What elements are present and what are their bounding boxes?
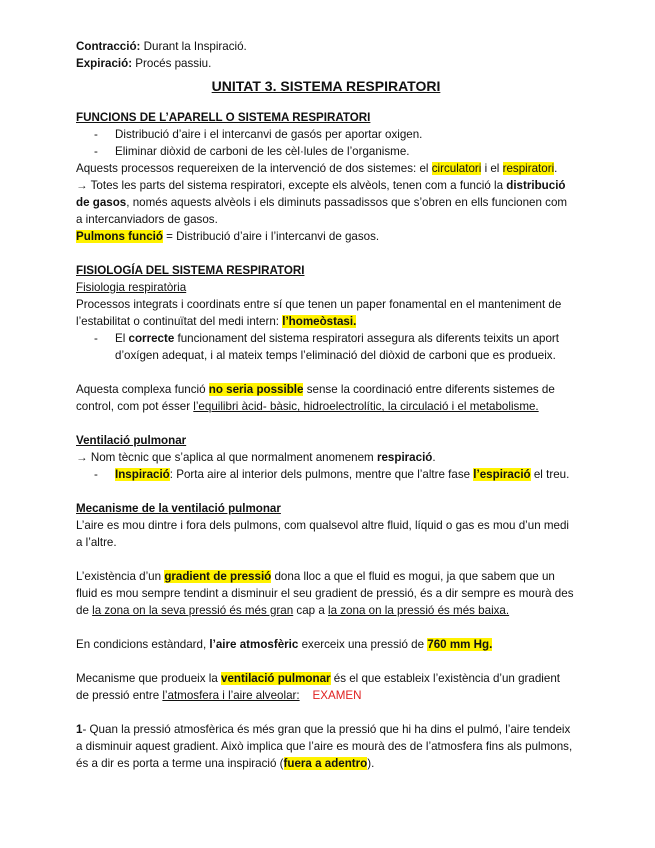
mecanisme-paragraph-2 bbox=[76, 568, 576, 619]
mecanisme-paragraph-1: L’aire es mou dintre i fora dels pulmons, com qualsevol altre fluid, líquid o gas es mou d’un medi a l’altre. bbox=[76, 519, 569, 549]
point-number: 1 bbox=[76, 723, 83, 736]
text-run: Aquests processos requereixen de la intervenció de dos sistemes: el bbox=[76, 162, 432, 175]
text-run: ). bbox=[367, 757, 375, 770]
fisiologia-paragraph-1 bbox=[76, 296, 576, 330]
page-title: UNITAT 3. SISTEMA RESPIRATORI bbox=[211, 78, 441, 94]
text-run: dona lloc a que el fluid es mogui, ja que sabem que un fluid es mou sempre tendint a disminuir el seu gradient de pressió, és a dir sempre es mourà des de bbox=[76, 570, 574, 617]
text-run: : Porta aire al interior dels pulmons, mentre que l’altre fase bbox=[169, 468, 474, 481]
text-run: = Distribució d’aire i l’intercanvi de gasos. bbox=[162, 230, 380, 243]
text-run: , només aquests alvèols i els diminuts passadissos que s’obren en ells funcionen com a intercanviadors de gasos. bbox=[76, 196, 568, 226]
text-run: Processos integrats i coordinats entre sí que tenen un paper fonamental en el manteniment de l’estabilitat o continuïtat del medi intern: bbox=[76, 298, 562, 328]
mecanisme-heading: Mecanisme de la ventilació pulmonar bbox=[76, 502, 281, 515]
text-run: cap a bbox=[293, 604, 329, 617]
text-run: → Nom tècnic que s’aplica al que normalment anomenem bbox=[76, 451, 377, 464]
ventilacio-paragraph-1 bbox=[76, 449, 576, 466]
highlight-gradient-pressio: gradient de pressió bbox=[164, 570, 272, 583]
mecanisme-paragraph-5 bbox=[76, 721, 576, 772]
text-run: El bbox=[115, 332, 129, 345]
mecanisme-paragraph-4 bbox=[76, 670, 576, 704]
text-run: . bbox=[432, 451, 436, 464]
highlight-espiracio: l’espiració bbox=[473, 468, 531, 481]
text-run: . bbox=[554, 162, 558, 175]
funcions-paragraph-3 bbox=[76, 228, 576, 245]
highlight-fuera-adentro: fuera a adentro bbox=[283, 757, 368, 770]
funcions-item-1: - Distribució d’aire i el intercanvi de gasós per aportar oxigen. bbox=[76, 126, 576, 143]
fisiologia-heading: FISIOLOGÍA DEL SISTEMA RESPIRATORI bbox=[76, 264, 305, 277]
highlight-homeostasi: l’homeòstasi. bbox=[282, 315, 357, 328]
fisiologia-paragraph-2 bbox=[76, 381, 576, 415]
text-run: exerceix una pressió de bbox=[298, 638, 428, 651]
fisiologia-subheading: Fisiologia respiratòria bbox=[76, 281, 187, 294]
underline-zona-baixa: la zona on la pressió és més baixa. bbox=[328, 604, 510, 617]
highlight-760-mmhg: 760 mm Hg. bbox=[427, 638, 493, 651]
underline-atmosfera: l’atmosfera i l’aire alveolar: bbox=[162, 689, 300, 702]
bold-correcte: correcte bbox=[128, 332, 175, 345]
highlight-inspiracio: Inspiració bbox=[115, 468, 170, 481]
highlight-ventilacio-pulmonar: ventilació pulmonar bbox=[221, 672, 331, 685]
highlight-respiratori: respiratori bbox=[502, 162, 555, 175]
funcions-item-2: - Eliminar diòxid de carboni de les cèl·lules de l’organisme. bbox=[76, 143, 576, 160]
underline-equilibri: l’equilibri àcid- bàsic, hidroelectrolític, la circulació i el metabolisme. bbox=[193, 400, 539, 413]
highlight-pulmons-funcio: Pulmons funció bbox=[76, 230, 163, 243]
text-run: Aquesta complexa funció bbox=[76, 383, 209, 396]
highlight-no-seria-possible: no seria possible bbox=[208, 383, 304, 396]
fisiologia-item bbox=[76, 330, 576, 364]
contraccio-text: Durant la Inspiració. bbox=[143, 40, 247, 53]
text-run: → Totes les parts del sistema respiratori, excepte els alvèols, tenen com a funció la bbox=[76, 179, 507, 192]
highlight-circulatori: circulatori bbox=[431, 162, 482, 175]
bold-respiracio: respiració bbox=[376, 451, 433, 464]
text-run: funcionament del sistema respiratori assegura als diferents teixits un aport d’oxígen adequat, i al mateix temps l’eliminació del diòxid de carboni que es produeix. bbox=[115, 332, 560, 362]
contraccio-label: Contracció: bbox=[76, 40, 141, 53]
expiracio-line bbox=[76, 55, 576, 72]
text-run: En condicions estàndard, bbox=[76, 638, 210, 651]
expiracio-text: Procés passiu. bbox=[135, 57, 212, 70]
text-run: és el que estableix l’existència d’un gradient de pressió entre bbox=[76, 672, 560, 702]
text-run: Mecanisme que produeix la bbox=[76, 672, 222, 685]
text-run: el treu. bbox=[530, 468, 570, 481]
examen-note: EXAMEN bbox=[312, 689, 362, 702]
funcions-paragraph-2 bbox=[76, 177, 576, 228]
text-run: L’existència d’un bbox=[76, 570, 165, 583]
ventilacio-item bbox=[76, 466, 576, 483]
contraccio-line bbox=[76, 38, 576, 55]
underline-zona-gran: la zona on la seva pressió és més gran bbox=[92, 604, 294, 617]
bold-distribucio: distribució de gasos bbox=[76, 179, 566, 209]
document-page bbox=[76, 38, 576, 772]
text-run: sense la coordinació entre diferents sistemes de control, com pot ésser bbox=[76, 383, 555, 413]
funcions-paragraph-1 bbox=[76, 160, 576, 177]
text-run: - Quan la pressió atmosfèrica és més gran que la pressió que hi ha dins el pulmó, l’aire tendeix a disminuir aquest gradient. Això implica que l’aire es mourà des de l’atmosfera fins als pulmons, és a dir es porta a terme una inspiració ( bbox=[76, 723, 573, 770]
expiracio-label: Expiració: bbox=[76, 57, 133, 70]
bold-aire-atmosferic: l’aire atmosfèric bbox=[209, 638, 299, 651]
mecanisme-paragraph-3 bbox=[76, 636, 576, 653]
ventilacio-heading: Ventilació pulmonar bbox=[76, 434, 187, 447]
funcions-heading: FUNCIONS DE L’APARELL O SISTEMA RESPIRATORI bbox=[76, 111, 371, 124]
text-run: i el bbox=[481, 162, 503, 175]
